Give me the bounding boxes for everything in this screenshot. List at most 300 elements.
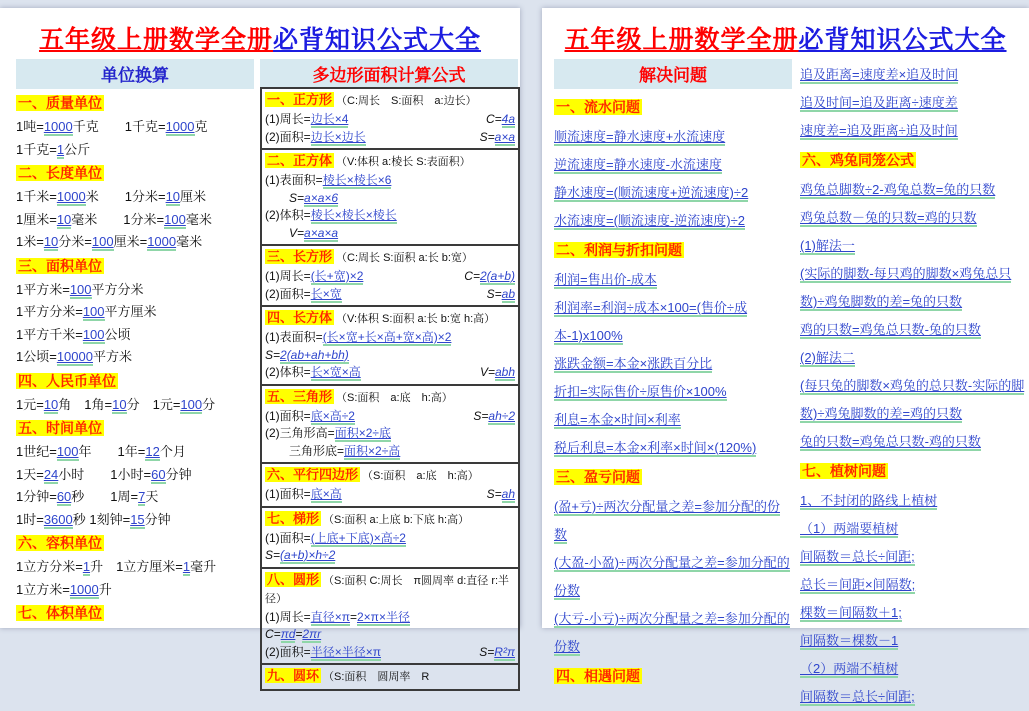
formula-line bbox=[554, 605, 792, 661]
formula-value: abh bbox=[494, 365, 515, 379]
formula-algebraic bbox=[479, 644, 515, 662]
formula-line bbox=[800, 683, 1029, 711]
formula-text: (2)体积= bbox=[265, 208, 311, 222]
section-title: 六、平行四边形 bbox=[267, 467, 359, 482]
formula-text: (2)面积= bbox=[265, 286, 311, 301]
formula-line bbox=[800, 316, 1029, 344]
formula-value: (每只兔的脚数×鸡兔的总只数-实际的脚数)÷鸡兔脚数的差=鸡的只数 bbox=[800, 378, 1025, 421]
formula-text: 米 1分米= bbox=[85, 189, 166, 204]
formula-text: 1米= bbox=[16, 234, 44, 249]
formula-text: (1)表面积= bbox=[265, 173, 323, 187]
formula-text: 毫米 bbox=[176, 234, 203, 249]
formula-value: 100 bbox=[91, 234, 114, 249]
formula-value: 面积×2÷高 bbox=[344, 443, 401, 458]
formula-line bbox=[265, 129, 515, 147]
formula-text: = bbox=[349, 609, 357, 624]
document-page-right bbox=[542, 8, 1029, 704]
column-header-unit-conversion: 单位换算 bbox=[16, 59, 254, 89]
section-header bbox=[800, 457, 1029, 486]
formula-line bbox=[800, 232, 1029, 260]
formula-line bbox=[800, 627, 1029, 655]
formula-text: 分钟 bbox=[144, 511, 171, 527]
formula-value: 鸡兔总数－兔的只数=鸡的只数 bbox=[800, 210, 977, 225]
formula-line bbox=[16, 324, 254, 347]
formula-line bbox=[16, 486, 254, 509]
variable-legend: （C:周长 S:面积 a:边长） bbox=[336, 95, 477, 107]
formula-value: 1 bbox=[182, 559, 191, 574]
formula-value: (长+宽)×2 bbox=[310, 269, 364, 283]
formula-line bbox=[554, 179, 792, 207]
formula-text: 分 bbox=[202, 396, 216, 412]
formula-value: 100 bbox=[82, 304, 105, 319]
table-cell bbox=[260, 506, 520, 569]
formula-value: 长×宽 bbox=[310, 286, 342, 301]
formula-line bbox=[265, 225, 515, 243]
formula-value: ah÷2 bbox=[488, 408, 515, 423]
table-cell bbox=[260, 244, 520, 307]
formula-value: a×a×6 bbox=[304, 190, 339, 205]
formula-line bbox=[554, 406, 792, 434]
formula-text: 1千克= bbox=[16, 141, 57, 157]
section-header bbox=[16, 162, 254, 185]
variable-legend: （V:体积 S:面积 a:长 b:宽 h:高） bbox=[336, 313, 496, 325]
formula-value: (1)解法一 bbox=[800, 238, 855, 253]
formula-value: 15 bbox=[130, 511, 145, 527]
formula-line bbox=[800, 515, 1029, 543]
formula-text: 天 bbox=[145, 489, 159, 504]
formula-line bbox=[265, 268, 515, 286]
section-header bbox=[265, 152, 515, 171]
formula-value: 鸡的只数=鸡兔总只数-兔的只数 bbox=[800, 322, 981, 337]
section-header bbox=[554, 463, 792, 492]
problem-solving-content bbox=[554, 93, 792, 691]
formula-text: 毫米 bbox=[185, 211, 212, 227]
variable-legend: （S:面积 C:周长 π圆周率 d:直径 r:半径） bbox=[265, 574, 510, 605]
formula-value: 利润率=利润÷成本×100=(售价÷成本-1)x100% bbox=[554, 300, 748, 343]
formula-value: (2)解法二 bbox=[800, 350, 855, 365]
section-header bbox=[16, 602, 254, 625]
section-title: 九、圆环 bbox=[267, 668, 320, 683]
formula-text: (1)面积= bbox=[265, 487, 311, 501]
formula-value: 24 bbox=[43, 466, 59, 482]
section-header bbox=[265, 667, 515, 686]
section-title: 七、体积单位 bbox=[18, 605, 102, 621]
formula-value: 税后利息=本金×利率×时间×(120%) bbox=[554, 440, 757, 455]
problem-solving-column-2 bbox=[800, 59, 1029, 711]
formula-text: 1平方千米= bbox=[16, 326, 83, 342]
formula-text: 1元= bbox=[16, 396, 44, 412]
formula-text bbox=[265, 226, 289, 240]
formula-line bbox=[554, 123, 792, 151]
formula-value: 棱长×棱长×6 bbox=[322, 173, 392, 187]
section-header bbox=[16, 370, 254, 393]
formula-text: S= bbox=[265, 548, 281, 562]
formula-value: 边长×边长 bbox=[310, 129, 366, 144]
formula-text: C= bbox=[464, 269, 480, 283]
formula-text: (1)周长= bbox=[265, 609, 311, 624]
section-title: 八、圆形 bbox=[267, 571, 320, 587]
formula-value: (长×宽+长×高+宽×高)×2 bbox=[322, 330, 452, 344]
page-title-blue-part: 必背知识公式大全 bbox=[273, 26, 482, 54]
formula-line bbox=[800, 204, 1029, 232]
formula-value: 边长×4 bbox=[310, 112, 349, 126]
formula-text: 分钟 bbox=[165, 466, 192, 482]
formula-line bbox=[265, 190, 515, 208]
formula-line bbox=[265, 443, 515, 461]
formula-text: = bbox=[295, 627, 303, 641]
page1-columns bbox=[0, 59, 520, 691]
formula-value: a×a×a bbox=[304, 225, 339, 240]
section-header bbox=[554, 93, 792, 122]
formula-value: ah bbox=[501, 487, 515, 501]
formula-algebraic bbox=[473, 408, 515, 426]
page-title bbox=[542, 20, 1029, 56]
formula-value: 棵数＝间隔数＋1; bbox=[800, 605, 902, 620]
formula-line bbox=[554, 378, 792, 406]
formula-line bbox=[554, 549, 792, 605]
formula-value: (实际的脚数-每只鸡的脚数×鸡兔总只数)÷鸡兔脚数的差=兔的只数 bbox=[800, 266, 1012, 309]
formula-value: 3600 bbox=[43, 511, 73, 527]
formula-value: 面积×2÷底 bbox=[334, 426, 391, 440]
formula-line bbox=[265, 408, 515, 426]
formula-value: 100 bbox=[82, 326, 105, 342]
formula-line bbox=[265, 207, 515, 225]
table-cell bbox=[260, 148, 520, 246]
formula-text: (2)三角形高= bbox=[265, 426, 335, 440]
section-header bbox=[265, 91, 515, 110]
formula-value: 速度差=追及距离÷追及时间 bbox=[800, 123, 958, 138]
formula-text: (2)面积= bbox=[265, 129, 311, 144]
section-title: 五、时间单位 bbox=[18, 420, 102, 436]
formula-text: C= bbox=[485, 112, 502, 126]
formula-value: 4a bbox=[501, 112, 515, 126]
formula-value: 1000 bbox=[56, 189, 86, 204]
formula-text: S= bbox=[473, 408, 489, 423]
formula-value: 2(ab+ah+bh) bbox=[280, 347, 349, 362]
formula-value: （2）两端不植树 bbox=[800, 661, 899, 676]
formula-line bbox=[554, 266, 792, 294]
section-header bbox=[265, 571, 515, 608]
formula-line bbox=[16, 301, 254, 324]
formula-text: 公顷 bbox=[104, 326, 131, 342]
problem-solving-column bbox=[554, 59, 792, 711]
page-title-red-part: 五年级上册数学全册 bbox=[564, 26, 799, 54]
formula-value: 2×π×半径 bbox=[357, 609, 410, 624]
section-title: 七、植树问题 bbox=[802, 463, 886, 479]
formula-text: S= bbox=[479, 129, 495, 144]
page-title-red-part: 五年级上册数学全册 bbox=[38, 26, 273, 54]
formula-text: 千克 1千克= bbox=[72, 119, 166, 134]
section-header bbox=[16, 532, 254, 555]
section-header bbox=[265, 248, 515, 267]
variable-legend: （S:面积 a:底 h:高） bbox=[336, 391, 453, 404]
formula-text: S= bbox=[486, 286, 502, 301]
formula-value: (上底+下底)×高÷2 bbox=[310, 530, 406, 545]
formula-text: 角 1角= bbox=[58, 396, 113, 412]
formula-value: 1000 bbox=[69, 581, 99, 597]
formula-text: 小时 1小时= bbox=[58, 466, 152, 482]
formula-text: (1)表面积= bbox=[265, 330, 323, 344]
formula-text: S= bbox=[486, 487, 502, 501]
section-title: 四、长方体 bbox=[267, 310, 333, 325]
table-cell bbox=[260, 87, 520, 150]
formula-text: 平方厘米 bbox=[104, 304, 157, 319]
formula-line bbox=[800, 543, 1029, 571]
formula-text: 1天= bbox=[16, 466, 44, 482]
formula-value: 10 bbox=[56, 211, 72, 227]
formula-text: 秒 1刻钟= bbox=[72, 511, 131, 527]
formula-line bbox=[800, 655, 1029, 683]
page-title bbox=[0, 20, 520, 56]
section-title: 七、梯形 bbox=[267, 510, 320, 526]
section-title: 一、质量单位 bbox=[18, 95, 102, 111]
section-header bbox=[554, 236, 792, 265]
formula-value: 静水速度=(顺流速度+逆流速度)÷2 bbox=[554, 185, 749, 200]
section-title: 一、流水问题 bbox=[556, 99, 640, 115]
formula-value: ab bbox=[501, 286, 515, 301]
section-title: 三、盈亏问题 bbox=[556, 469, 640, 485]
formula-text: (1)周长= bbox=[265, 269, 311, 283]
formula-text: V= bbox=[479, 365, 495, 379]
section-title: 四、人民币单位 bbox=[18, 372, 116, 389]
formula-value: 100 bbox=[164, 211, 186, 227]
document-page-left bbox=[0, 8, 520, 683]
formula-text: 1公顷= bbox=[16, 349, 57, 364]
formula-value: (a+b)×h÷2 bbox=[280, 548, 336, 562]
formula-text: (1)周长= bbox=[265, 112, 311, 126]
variable-legend: （S:面积 a:上底 b:下底 h:高） bbox=[323, 513, 470, 526]
formula-value: 1 bbox=[82, 559, 91, 574]
formula-value: 1 bbox=[56, 141, 65, 157]
formula-text: (2)面积= bbox=[265, 644, 311, 659]
section-title: 四、相遇问题 bbox=[556, 668, 640, 684]
formula-text: S= bbox=[479, 644, 495, 659]
section-title: 二、利润与折扣问题 bbox=[556, 242, 682, 258]
formula-text: 1吨= bbox=[16, 119, 44, 134]
section-title: 三、长方形 bbox=[267, 249, 333, 264]
unit-conversion-content bbox=[16, 92, 254, 625]
formula-value: (盈+亏)÷两次分配量之差=参加分配的份数 bbox=[554, 499, 780, 542]
polygon-area-table bbox=[260, 87, 520, 691]
formula-value: 棱长×棱长×棱长 bbox=[310, 208, 397, 222]
formula-line bbox=[16, 209, 254, 232]
formula-text: 平方米 bbox=[92, 349, 132, 364]
formula-value: 10 bbox=[165, 189, 181, 204]
problem-solving-content-2 bbox=[800, 61, 1029, 711]
formula-value: 1000 bbox=[43, 119, 73, 134]
formula-line bbox=[800, 344, 1029, 372]
formula-line bbox=[16, 509, 254, 532]
formula-value: 鸡兔总脚数÷2-鸡兔总数=兔的只数 bbox=[800, 182, 996, 197]
formula-line bbox=[800, 89, 1029, 117]
section-title: 二、正方体 bbox=[267, 153, 333, 168]
page2-columns bbox=[542, 59, 1029, 711]
formula-text: 1厘米= bbox=[16, 211, 57, 227]
formula-text bbox=[451, 330, 463, 344]
formula-line bbox=[800, 372, 1029, 428]
formula-line bbox=[800, 117, 1029, 145]
page-title-blue-part: 必背知识公式大全 bbox=[798, 26, 1007, 54]
table-cell bbox=[260, 462, 520, 508]
formula-value: πd bbox=[280, 627, 296, 641]
formula-line bbox=[800, 260, 1029, 316]
table-cell bbox=[260, 567, 520, 666]
formula-value: 总长＝间距×间隔数; bbox=[800, 577, 916, 592]
section-title: 五、三角形 bbox=[267, 388, 333, 404]
formula-value: 2πr bbox=[302, 627, 322, 641]
formula-value: 水流速度=(顺流速度-逆流速度)÷2 bbox=[554, 213, 745, 228]
formula-text: (1)面积= bbox=[265, 408, 311, 423]
formula-line bbox=[265, 364, 515, 382]
formula-line bbox=[265, 486, 515, 504]
formula-line bbox=[800, 61, 1029, 89]
formula-value: a×a bbox=[494, 129, 515, 144]
formula-line bbox=[16, 394, 254, 417]
formula-text: 1千米= bbox=[16, 189, 57, 204]
formula-algebraic bbox=[487, 486, 515, 504]
formula-value: R²π bbox=[494, 644, 515, 659]
formula-value: 100 bbox=[56, 444, 79, 459]
formula-value: 折扣=实际售价÷原售价×100% bbox=[554, 384, 727, 399]
formula-line bbox=[16, 186, 254, 209]
formula-line bbox=[554, 207, 792, 235]
formula-value: 12 bbox=[145, 444, 160, 459]
formula-line bbox=[265, 644, 515, 662]
section-title: 六、容积单位 bbox=[18, 535, 102, 551]
formula-text: 年 1年= bbox=[78, 444, 146, 459]
formula-line bbox=[265, 547, 515, 565]
formula-text: 1时= bbox=[16, 511, 44, 527]
formula-line bbox=[265, 626, 515, 644]
formula-value: 长×宽×高 bbox=[310, 365, 361, 379]
formula-value: 60 bbox=[151, 466, 166, 482]
formula-text: 升 bbox=[98, 581, 112, 597]
formula-text: 1立方米= bbox=[16, 581, 70, 597]
formula-line bbox=[16, 579, 254, 602]
formula-value: 60 bbox=[56, 489, 72, 504]
formula-value: 兔的只数=鸡兔总只数-鸡的只数 bbox=[800, 434, 981, 449]
formula-value: 1、不封闭的路线上植树 bbox=[800, 493, 938, 508]
formula-value: 10 bbox=[43, 234, 59, 249]
section-header bbox=[265, 309, 515, 328]
section-header bbox=[265, 510, 515, 529]
formula-line bbox=[554, 350, 792, 378]
table-cell bbox=[260, 305, 520, 386]
formula-value: 直径×π bbox=[310, 609, 350, 624]
formula-line bbox=[800, 176, 1029, 204]
formula-value: 间隔数＝总长÷间距; bbox=[800, 549, 915, 564]
formula-value: 间隔数＝棵数－1 bbox=[800, 633, 899, 648]
formula-text: 秒 1周= bbox=[71, 489, 139, 504]
variable-legend: （S:面积 a:底 h:高） bbox=[362, 470, 479, 482]
formula-text: S= bbox=[289, 190, 305, 205]
formula-value: 利润=售出价-成本 bbox=[554, 272, 657, 287]
variable-legend: （S:面积 圆周率 R bbox=[323, 671, 430, 683]
formula-text: 1立方分米= bbox=[16, 559, 83, 574]
formula-value: 逆流速度=静水速度-水流速度 bbox=[554, 157, 722, 172]
section-title: 六、鸡兔同笼公式 bbox=[802, 152, 914, 168]
formula-text: S= bbox=[265, 347, 281, 362]
formula-value: 10 bbox=[43, 396, 59, 412]
formula-text: 公斤 bbox=[64, 141, 91, 157]
formula-line bbox=[16, 556, 254, 579]
formula-value: 涨跌金额=本金×涨跌百分比 bbox=[554, 356, 713, 371]
formula-text: 毫米 1分米= bbox=[71, 211, 165, 227]
section-title: 一、正方形 bbox=[267, 92, 333, 107]
formula-line bbox=[800, 599, 1029, 627]
formula-value: 底×高 bbox=[310, 487, 342, 501]
formula-value: 追及距离=速度差×追及时间 bbox=[800, 67, 959, 82]
formula-algebraic bbox=[480, 364, 515, 382]
formula-value: 利息=本金×时间×利率 bbox=[554, 412, 681, 427]
formula-text: 1平方米= bbox=[16, 281, 70, 297]
formula-text: C= bbox=[265, 627, 281, 641]
variable-legend: （V:体积 a:棱长 S:表面积） bbox=[336, 156, 471, 168]
formula-line bbox=[16, 139, 254, 162]
formula-text bbox=[265, 191, 289, 205]
formula-text: 厘米 bbox=[180, 189, 207, 204]
formula-line bbox=[265, 329, 515, 364]
formula-value: (大亏-小亏)÷两次分配量之差=参加分配的份数 bbox=[554, 611, 790, 654]
formula-line bbox=[16, 441, 254, 464]
formula-line bbox=[554, 151, 792, 179]
unit-conversion-column bbox=[16, 59, 254, 691]
formula-value: 间隔数＝总长÷间距; bbox=[800, 689, 915, 704]
formula-algebraic bbox=[486, 111, 515, 129]
section-header bbox=[16, 255, 254, 278]
formula-value: 顺流速度=静水速度+水流速度 bbox=[554, 129, 726, 144]
formula-value: 底×高÷2 bbox=[310, 408, 355, 423]
formula-value: 10000 bbox=[56, 349, 93, 364]
formula-text: V= bbox=[289, 225, 305, 240]
section-header bbox=[16, 92, 254, 115]
formula-value: 2(a+b) bbox=[479, 269, 515, 283]
formula-line bbox=[265, 609, 515, 627]
formula-line bbox=[265, 530, 515, 548]
section-header bbox=[265, 466, 515, 485]
formula-line bbox=[16, 279, 254, 302]
formula-line bbox=[554, 493, 792, 549]
formula-text: 分米= bbox=[58, 234, 92, 249]
formula-value: 100 bbox=[180, 396, 203, 412]
formula-line bbox=[16, 464, 254, 487]
column-header-problem-solving: 解决问题 bbox=[554, 59, 792, 89]
formula-value: 7 bbox=[138, 489, 146, 504]
formula-text: 三角形底= bbox=[265, 443, 345, 458]
section-title: 二、长度单位 bbox=[18, 165, 102, 181]
formula-value: 10 bbox=[112, 396, 127, 412]
formula-text: 升 1立方厘米= bbox=[90, 559, 183, 574]
formula-line bbox=[265, 111, 515, 129]
formula-line bbox=[265, 286, 515, 304]
formula-line bbox=[16, 346, 254, 369]
formula-text: 1分钟= bbox=[16, 489, 57, 504]
section-header bbox=[800, 146, 1029, 175]
formula-value: 半径×半径×π bbox=[310, 644, 381, 659]
formula-line bbox=[265, 172, 515, 190]
formula-line bbox=[265, 425, 515, 443]
formula-text: 克 bbox=[194, 119, 208, 134]
formula-algebraic bbox=[464, 268, 515, 286]
formula-line bbox=[16, 231, 254, 254]
formula-text: 个月 bbox=[159, 444, 186, 459]
formula-text: 分 1元= bbox=[126, 396, 181, 412]
column-header-polygon-area: 多边形面积计算公式 bbox=[260, 59, 518, 89]
section-title: 三、面积单位 bbox=[18, 257, 102, 274]
formula-text: (2)体积= bbox=[265, 365, 311, 379]
formula-line bbox=[554, 434, 792, 462]
variable-legend: （C:周长 S:面积 a:长 b:宽） bbox=[336, 252, 473, 264]
